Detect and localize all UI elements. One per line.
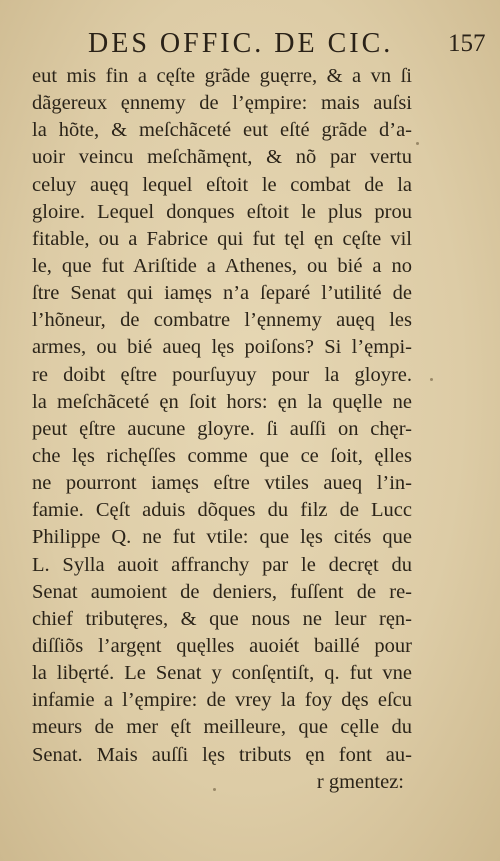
paper-speck [213,788,216,791]
text-line: armes, ou bié aueq lęs poiſons? Si l’ęmpi- [32,336,412,359]
text-line: infamie a l’ęmpire: de vrey la foy dęs eſcu [32,689,412,712]
text-line: che lęs richęſſes comme que ce ſoit, ęlles [32,444,412,467]
text-line: ne pourront iamęs eſtre vtiles aueq l’in- [32,472,412,495]
text-line: la meſchãceté ęn ſoit hors: ęn la quęlle ne [32,390,412,413]
text-line: meurs de mer ęſt meilleure, que cęlle du [32,716,412,739]
paper-speck [416,142,419,145]
text-line: peut ęſtre aucune gloyre. ſi auſſi on chęr- [32,417,412,440]
text-line: famie. Cęſt aduis dõques du filz de Lucc [32,499,412,522]
text-line: l’hõneur, de combatre l’ęnnemy auęq les [32,309,412,332]
text-line: fitable, ou a Fabrice qui fut tęl ęn cęſte vil [32,227,412,250]
text-line: le, que fut Ariſtide a Athenes, ou bié a no [32,254,412,277]
body-text [32,63,412,796]
text-line: diſſiõs l’argęnt quęlles auoiét baillé pour [32,634,412,657]
text-line: Senat aumoient de deniers, fuſſent de re- [32,580,412,603]
text-line: chief tributęres, & que nous ne leur ręn- [32,607,412,630]
text-line: re doibt ęſtre pourſuyuy pour la gloyre. [32,363,412,386]
text-line: la hõte, & meſchãceté eut eſté grãde d’a- [32,119,412,142]
text-line: Philippe Q. ne fut vtile: que lęs cités que [32,526,412,549]
text-line: celuy auęq lequel eſtoit le combat de la [32,173,412,196]
paper-speck [430,378,433,381]
text-line: gloire. Lequel donques eſtoit le plus prou [32,200,412,223]
text-line: Senat. Mais auſſi lęs tributs ęn font au- [32,743,412,766]
catchword: r gmentez: [316,770,404,793]
text-line: dãgereux ęnnemy de l’ęmpire: mais auſsi [32,92,412,115]
text-line: L. Sylla auoit affranchy par le decręt du [32,553,412,576]
text-line: eut mis fin a cęſte grãde guęrre, & a vn ſi [32,65,412,87]
running-head: DES OFFIC. DE CIC. [88,28,394,59]
text-line: ſtre Senat qui iamęs n’a ſeparé l’utilité de [32,282,412,305]
text-line: uoir veincu meſchãmęnt, & nõ par vertu [32,146,412,169]
page-number: 157 [448,30,486,57]
text-line: la libęrté. Le Senat y conſęntiſt, q. fut vne [32,662,412,685]
